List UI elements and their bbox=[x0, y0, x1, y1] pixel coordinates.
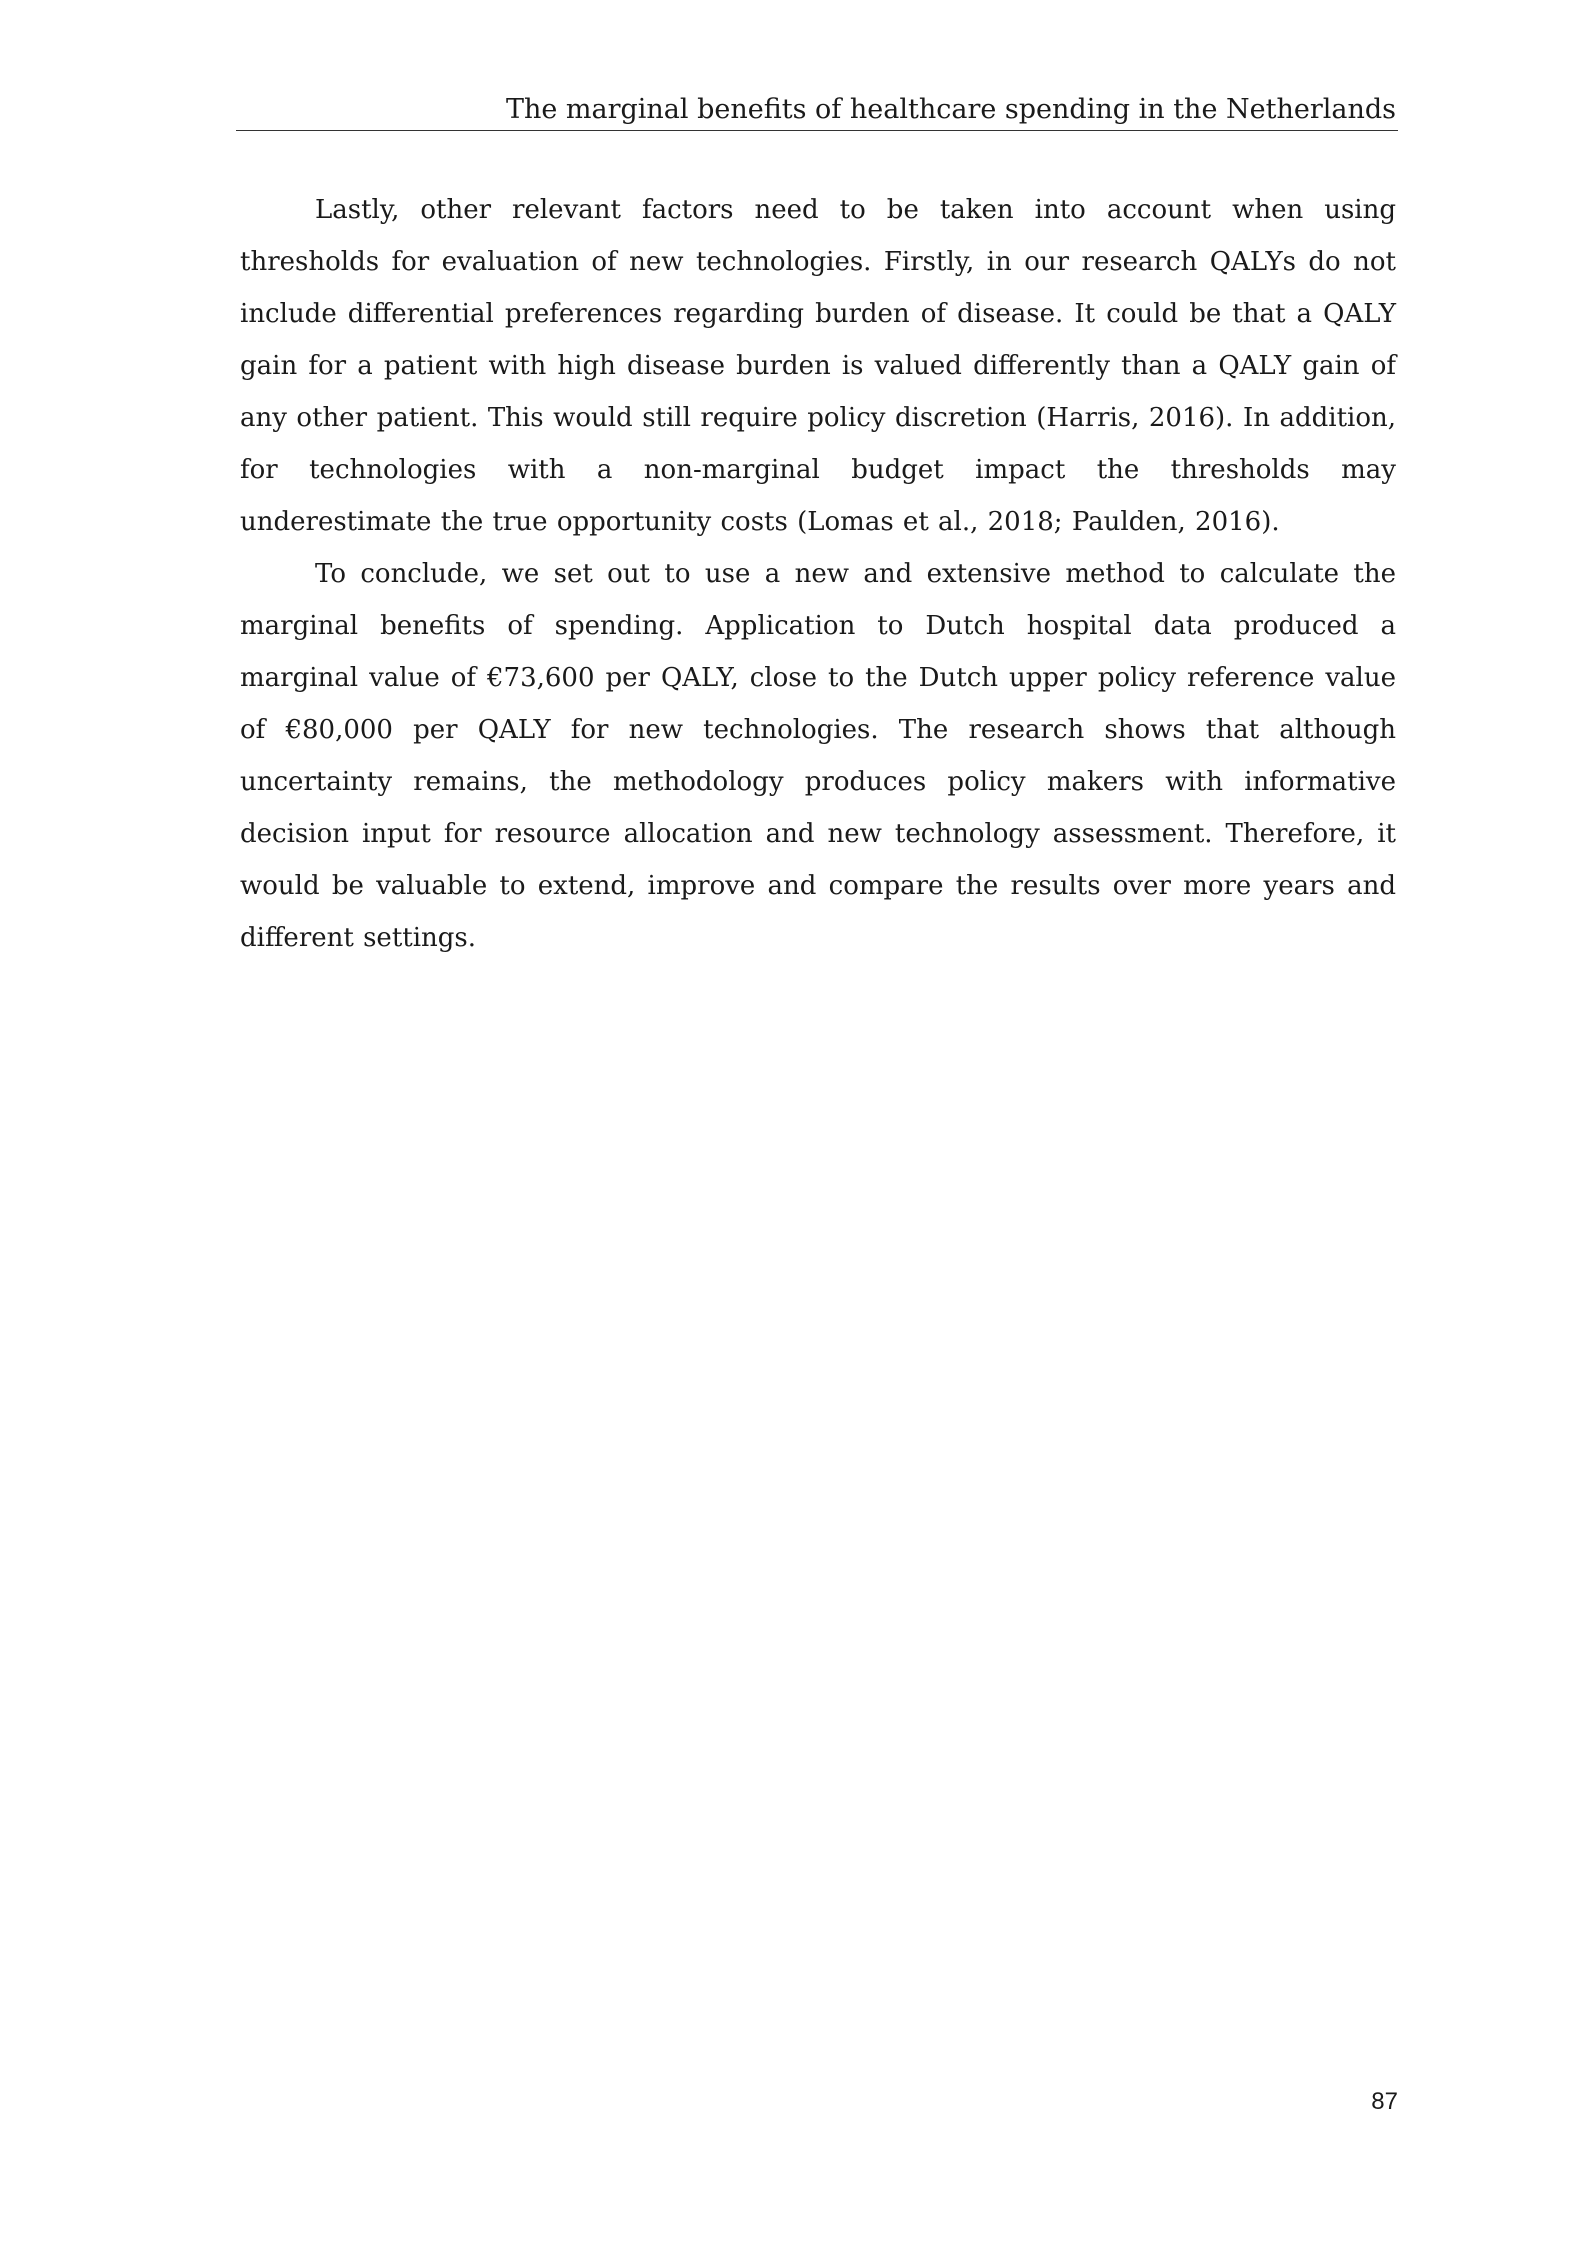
paragraph-conclusion: To conclude, we set out to use a new and extensive method to calculate the marginal benefits of spending. Application to Dutch hospital data produced a marginal value of €73,600 per QALY, close to the Dutch upper policy reference value of €80,000 per QALY for new technologies. The research shows that although uncertainty remains, the methodology produces policy makers with informative decision input for resource allocation and new technology assessment. Therefore, it would be valuable to extend, improve and compare the results over more years and different settings. bbox=[240, 559, 1396, 953]
running-header-title: The marginal benefits of healthcare spending in the Netherlands bbox=[505, 94, 1396, 125]
body-text bbox=[240, 184, 1396, 964]
running-header bbox=[236, 90, 1398, 131]
page-number: 87 bbox=[1371, 2088, 1398, 2115]
paragraph-lastly: Lastly, other relevant factors need to be taken into account when using thresholds for evaluation of new technologies. Firstly, in our research QALYs do not include differential preferences regarding burden of disease. It could be that a QALY gain for a patient with high disease burden is valued differently than a QALY gain of any other patient. This would still require policy discretion (Harris, 2016). In addition, for technologies with a non-marginal budget impact the thresholds may underestimate the true opportunity costs (Lomas et al., 2018; Paulden, 2016). bbox=[240, 195, 1396, 537]
